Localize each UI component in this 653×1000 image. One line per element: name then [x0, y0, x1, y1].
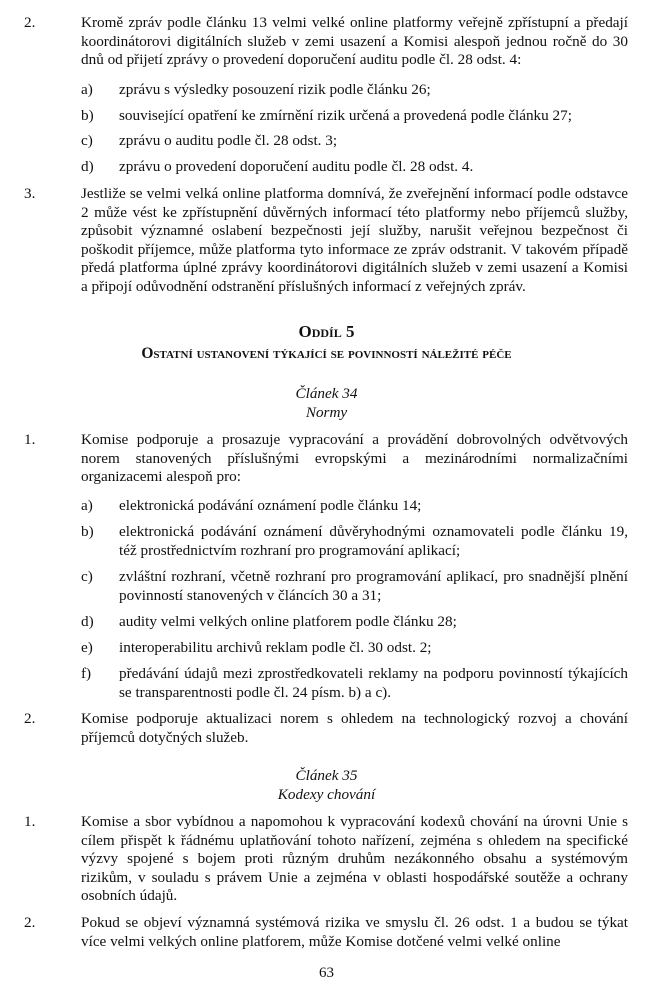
list-item-text: zprávu s výsledky posouzení rizik podle článku 26; — [119, 81, 431, 98]
section-subtitle: Ostatní ustanovení týkající se povinností náležité péče — [141, 345, 512, 362]
paragraph-number: 1. — [24, 431, 36, 448]
article-subtitle: Normy — [305, 404, 348, 421]
paragraph-text: Jestliže se velmi velká online platforma domnívá, že zveřejnění informací podle odstavce 2 může vést ke zpřístupnění důvěrných informací této platformy nebo příjemců služby, způsobit významné oslabení bezpečnosti její služby, narušit veřejnou bezpečnost či poškodit příjemce, může platforma tyto informace ze zpráv odstranit. V takovém případě předá platforma úplné zprávy koordinátorovi digitálních služeb v zemi usazení a Komisi a připojí odůvodnění odstranění příslušných informací z veřejných zpráv. — [81, 185, 628, 295]
list-item-text: zvláštní rozhraní, včetně rozhraní pro programování aplikací, pro snadnější plnění povinností stanovených v článcích 30 a 31; — [119, 568, 628, 604]
list-item-label: c) — [81, 132, 93, 149]
paragraph-number: 3. — [24, 185, 36, 202]
section-title: Oddíl 5 — [298, 322, 355, 341]
article-title: Článek 35 — [295, 767, 358, 784]
list-item-label: d) — [81, 158, 94, 175]
page-number: 63 — [319, 965, 334, 981]
list-item-label: b) — [81, 107, 94, 124]
paragraph-text: Komise podporuje a prosazuje vypracování a provádění dobrovolných odvětvových norem stanovených příslušnými evropskými a mezinárodními normalizačními organizacemi alespoň pro: — [81, 431, 628, 486]
article-title: Článek 34 — [295, 385, 358, 402]
list-item-label: f) — [81, 665, 92, 682]
list-item-text: elektronická podávání oznámení podle článku 14; — [119, 497, 422, 514]
list-item-label: e) — [81, 639, 93, 656]
list-item-text: zprávu o auditu podle čl. 28 odst. 3; — [119, 132, 338, 149]
list-item-label: d) — [81, 613, 94, 630]
paragraph-text: Komise podporuje aktualizaci norem s ohledem na technologický rozvoj a chování příjemců dotyčných služeb. — [81, 710, 628, 746]
list-item-text: související opatření ke zmírnění rizik určená a provedená podle článku 27; — [119, 107, 572, 124]
list-item-text: elektronická podávání oznámení důvěryhodnými oznamovateli podle článku 19, též prostřednictvím rozhraní pro programování aplikací; — [119, 523, 628, 559]
paragraph-text: Pokud se objeví významná systémová rizika ve smyslu čl. 26 odst. 1 a budou se týkat více velmi velkých online platforem, může Komise dotčené velmi velké online — [81, 914, 628, 950]
list-item-text: audity velmi velkých online platforem podle článku 28; — [119, 613, 457, 630]
list-item-text: zprávu o provedení doporučení auditu podle čl. 28 odst. 4. — [119, 158, 474, 175]
list-item-text: interoperabilitu archivů reklam podle čl. 30 odst. 2; — [119, 639, 432, 656]
list-item-text: předávání údajů mezi zprostředkovateli reklamy na podporu povinností týkajících se transparentnosti podle čl. 24 písm. b) a c). — [119, 665, 628, 701]
paragraph-number: 2. — [24, 14, 36, 31]
list-item-label: c) — [81, 568, 93, 585]
list-item-label: b) — [81, 523, 94, 540]
list-item-label: a) — [81, 497, 93, 514]
paragraph-number: 2. — [24, 710, 36, 727]
paragraph-number: 1. — [24, 813, 36, 830]
article-subtitle: Kodexy chování — [277, 786, 376, 803]
paragraph-text: Kromě zpráv podle článku 13 velmi velké online platformy veřejně zpřístupní a předají koordinátorovi digitálních služeb v zemi usazení a Komisi alespoň jednou ročně do 30 dnů od přijetí zprávy o provedení doporučení auditu podle čl. 28 odst. 4: — [81, 14, 628, 69]
paragraph-number: 2. — [24, 914, 36, 931]
list-item-label: a) — [81, 81, 93, 98]
paragraph-text: Komise a sbor vybídnou a napomohou k vypracování kodexů chování na úrovni Unie s cílem přispět k řádnému uplatňování tohoto nařízení, zejména s ohledem na specifické výzvy spojené s bojem proti různým druhům nezákonného obsahu a systémovým rizikům, v souladu s právem Unie a zejména v oblasti hospodářské soutěže a ochrany osobních údajů. — [81, 813, 628, 905]
